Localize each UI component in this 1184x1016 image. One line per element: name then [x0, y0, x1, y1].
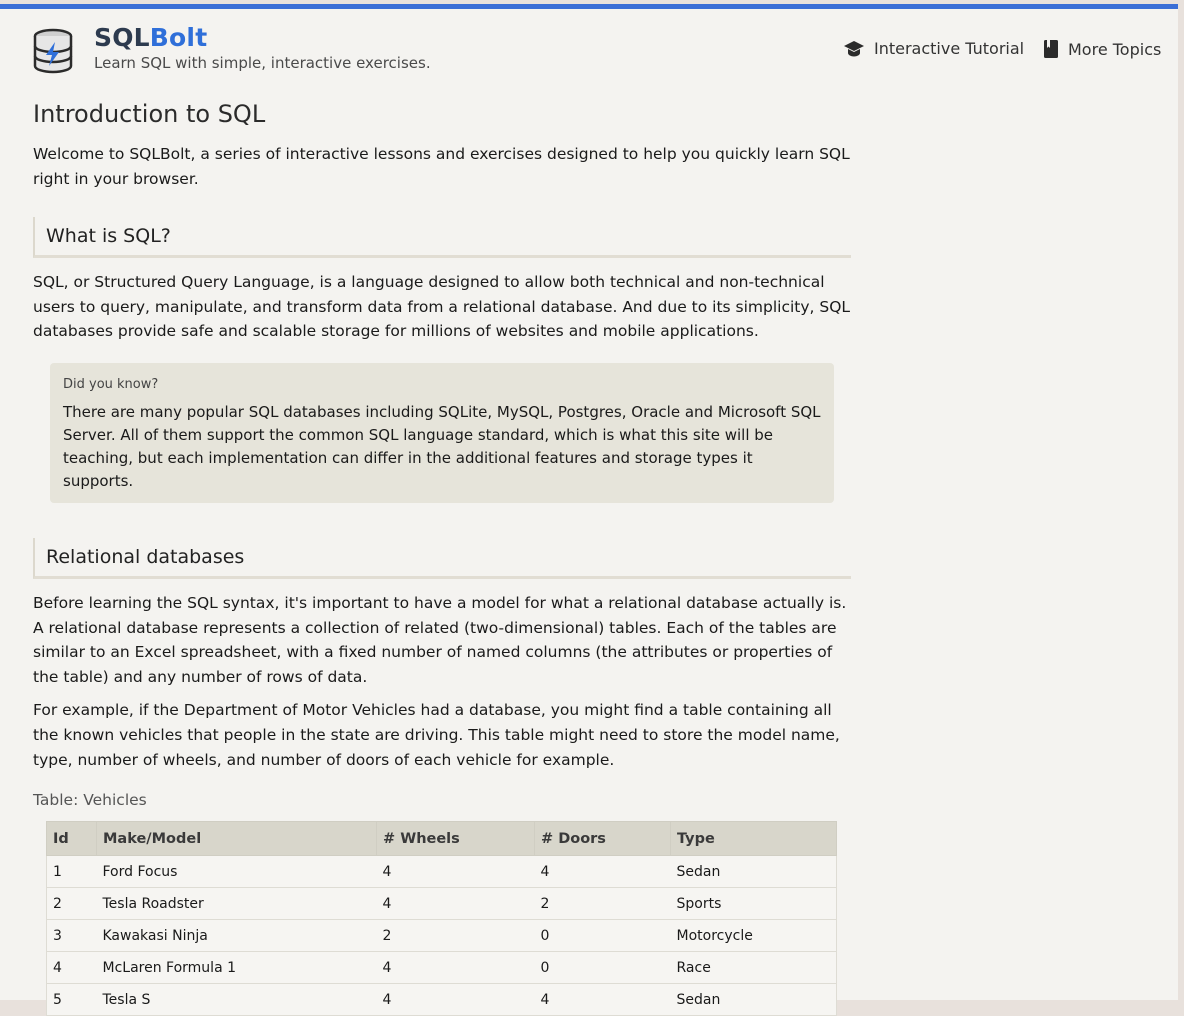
brand-bolt: Bolt	[149, 23, 208, 52]
table-cell: 2	[535, 888, 671, 920]
table-row	[47, 920, 837, 952]
callout-body: There are many popular SQL databases including SQLite, MySQL, Postgres, Oracle and Microsoft SQL Server. All of them support the common SQL language standard, which is what this site will be teaching, but each implementation can differ in the additional features and storage types it supports.	[63, 402, 821, 490]
database-logo-icon[interactable]	[32, 28, 74, 74]
table-cell: Tesla S	[97, 984, 377, 1016]
table-cell: Sedan	[671, 856, 837, 888]
column-header-doors: # Doors	[535, 822, 671, 856]
brand-sql: SQL	[94, 23, 150, 52]
table-cell: Ford Focus	[97, 856, 377, 888]
table-cell: Race	[671, 952, 837, 984]
callout-title: Did you know?	[63, 376, 159, 392]
column-header-wheels: # Wheels	[377, 822, 535, 856]
page-title: Introduction to SQL	[33, 100, 266, 128]
table-cell: 4	[377, 984, 535, 1016]
relational-paragraph-2: For example, if the Department of Motor Vehicles had a database, you might find a table containing all the known vehicles that people in the state are driving. This table might need to store the model name, type, number of wheels, and number of doors of each vehicle for example.	[33, 701, 840, 769]
table-cell: 0	[535, 952, 671, 984]
article-content	[33, 97, 851, 1016]
nav-topics-label: More Topics	[1068, 39, 1162, 59]
table-cell: 4	[377, 888, 535, 920]
table-cell: Kawakasi Ninja	[97, 920, 377, 952]
table-cell: 3	[47, 920, 97, 952]
table-cell: 4	[535, 856, 671, 888]
table-cell: Motorcycle	[671, 920, 837, 952]
what-is-sql-paragraph: SQL, or Structured Query Language, is a language designed to allow both technical and non-technical users to query, manipulate, and transform data from a relational database. And due to its simplicity, SQL databases provide safe and scalable storage for millions of websites and mobile applications.	[33, 273, 851, 341]
table-header-row	[47, 822, 837, 856]
site-brand[interactable]	[94, 23, 207, 52]
table-cell: 2	[377, 920, 535, 952]
table-cell: 0	[535, 920, 671, 952]
nav-interactive-tutorial[interactable]	[843, 39, 1024, 58]
column-header-id: Id	[47, 822, 97, 856]
table-cell: 4	[377, 856, 535, 888]
column-header-type: Type	[671, 822, 837, 856]
table-cell: Sedan	[671, 984, 837, 1016]
vehicles-table	[46, 821, 837, 1016]
intro-paragraph: Welcome to SQLBolt, a series of interactive lessons and exercises designed to help you quickly learn SQL right in your browser.	[33, 145, 850, 188]
book-icon	[1043, 39, 1059, 59]
section-heading-what-is-sql: What is SQL?	[33, 217, 851, 258]
column-header-make-model: Make/Model	[97, 822, 377, 856]
did-you-know-callout	[50, 363, 834, 503]
site-tagline: Learn SQL with simple, interactive exercises.	[94, 54, 431, 72]
nav-tutorial-label: Interactive Tutorial	[874, 39, 1025, 58]
relational-paragraph-1: Before learning the SQL syntax, it's important to have a model for what a relational database actually is. A relational database represents a collection of related (two-dimensional) tables. Each of the tables are similar to an Excel spreadsheet, with a fixed number of named columns (the attributes or properties of the table) and any number of rows of data.	[33, 593, 847, 686]
table-row	[47, 888, 837, 920]
table-cell: 2	[47, 888, 97, 920]
table-cell: McLaren Formula 1	[97, 952, 377, 984]
nav-more-topics[interactable]	[1043, 39, 1161, 59]
table-cell: 1	[47, 856, 97, 888]
page	[0, 9, 1178, 1008]
table-cell: 4	[47, 952, 97, 984]
section-heading-relational-databases: Relational databases	[33, 538, 851, 579]
table-row	[47, 856, 837, 888]
table-cell: 4	[535, 984, 671, 1016]
table-cell: 4	[377, 952, 535, 984]
table-cell: Tesla Roadster	[97, 888, 377, 920]
table-cell: 5	[47, 984, 97, 1016]
table-row	[47, 952, 837, 984]
table-cell: Sports	[671, 888, 837, 920]
graduation-cap-icon	[843, 40, 865, 58]
table-caption: Table: Vehicles	[33, 791, 147, 810]
